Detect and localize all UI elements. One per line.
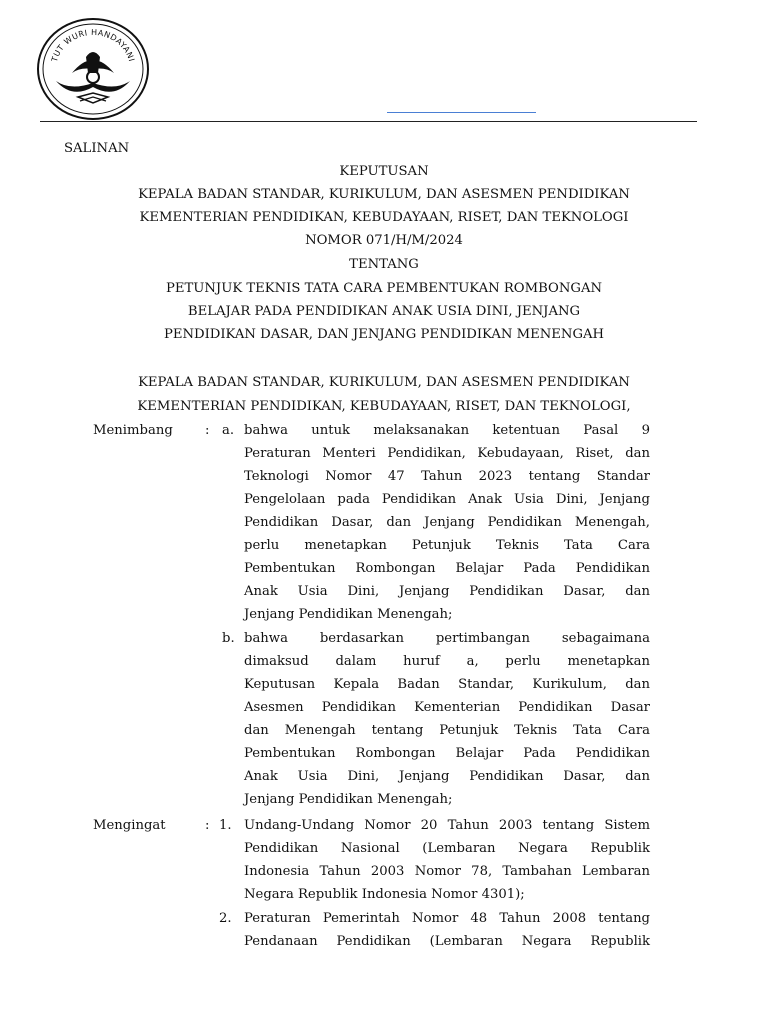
tentang-heading: TENTANG xyxy=(349,257,419,272)
menimbang-a-line-7: Pembentukan Rombongan Belajar Pada Pendidikan xyxy=(244,561,650,576)
menimbang-colon: : xyxy=(205,423,210,438)
menimbang-a-line-6: perlu menetapkan Petunjuk Teknis Tata Cara xyxy=(244,538,650,553)
issuer-line-2: KEMENTERIAN PENDIDIKAN, KEBUDAYAAN, RISET, DAN TEKNOLOGI xyxy=(139,210,629,225)
document-type: KEPUTUSAN xyxy=(339,164,429,179)
menimbang-b-line-3: Keputusan Kepala Badan Standar, Kurikulum, dan xyxy=(244,677,650,692)
menimbang-b-line-2: dimaksud dalam huruf a, perlu menetapkan xyxy=(244,654,650,669)
mengingat-1-line-1: Undang-Undang Nomor 20 Tahun 2003 tentang Sistem xyxy=(244,818,650,833)
mengingat-label: Mengingat xyxy=(93,818,166,833)
mengingat-colon: : xyxy=(205,818,210,833)
menimbang-a-line-5: Pendidikan Dasar, dan Jenjang Pendidikan Menengah, xyxy=(244,515,650,530)
mengingat-1-line-4: Negara Republik Indonesia Nomor 4301); xyxy=(244,887,525,902)
menimbang-a-line-4: Pengelolaan pada Pendidikan Anak Usia Dini, Jenjang xyxy=(244,492,650,507)
mengingat-marker-2: 2. xyxy=(219,911,232,926)
subject-line-2: BELAJAR PADA PENDIDIKAN ANAK USIA DINI, JENJANG xyxy=(187,304,581,319)
issuer-line-1: KEPALA BADAN STANDAR, KURIKULUM, DAN ASESMEN PENDIDIKAN xyxy=(138,187,630,202)
menimbang-marker-a: a. xyxy=(222,423,235,438)
header-link-underline xyxy=(387,112,536,113)
tut-wuri-handayani-logo xyxy=(36,17,150,122)
document-number: NOMOR 071/H/M/2024 xyxy=(305,233,463,248)
menimbang-b-line-7: Anak Usia Dini, Jenjang Pendidikan Dasar, dan xyxy=(244,769,650,784)
mengingat-2-line-2: Pendanaan Pendidikan (Lembaran Negara Republik xyxy=(244,934,650,949)
menimbang-a-line-8: Anak Usia Dini, Jenjang Pendidikan Dasar, dan xyxy=(244,584,650,599)
mengingat-marker-1: 1. xyxy=(219,818,232,833)
menimbang-b-line-8: Jenjang Pendidikan Menengah; xyxy=(244,792,453,807)
copy-label: SALINAN xyxy=(64,141,130,156)
mengingat-2-line-1: Peraturan Pemerintah Nomor 48 Tahun 2008 tentang xyxy=(244,911,650,926)
menimbang-a-line-2: Peraturan Menteri Pendidikan, Kebudayaan, Riset, dan xyxy=(244,446,650,461)
authority-line-1: KEPALA BADAN STANDAR, KURIKULUM, DAN ASESMEN PENDIDIKAN xyxy=(138,375,630,390)
menimbang-a-line-9: Jenjang Pendidikan Menengah; xyxy=(244,607,453,622)
header-rule xyxy=(40,121,697,122)
menimbang-b-line-5: dan Menengah tentang Petunjuk Teknis Tata Cara xyxy=(244,723,650,738)
menimbang-b-line-4: Asesmen Pendidikan Kementerian Pendidikan Dasar xyxy=(244,700,650,715)
mengingat-1-line-2: Pendidikan Nasional (Lembaran Negara Republik xyxy=(244,841,650,856)
menimbang-b-line-1: bahwa berdasarkan pertimbangan sebagaimana xyxy=(244,631,650,646)
menimbang-a-line-1: bahwa untuk melaksanakan ketentuan Pasal 9 xyxy=(244,423,650,438)
menimbang-label: Menimbang xyxy=(93,423,173,438)
emblem-icon xyxy=(36,17,150,122)
menimbang-marker-b: b. xyxy=(222,631,235,646)
menimbang-b-line-6: Pembentukan Rombongan Belajar Pada Pendidikan xyxy=(244,746,650,761)
subject-line-3: PENDIDIKAN DASAR, DAN JENJANG PENDIDIKAN MENENGAH xyxy=(163,327,605,342)
authority-line-2: KEMENTERIAN PENDIDIKAN, KEBUDAYAAN, RISET, DAN TEKNOLOGI, xyxy=(137,399,631,414)
mengingat-1-line-3: Indonesia Tahun 2003 Nomor 78, Tambahan Lembaran xyxy=(244,864,650,879)
menimbang-a-line-3: Teknologi Nomor 47 Tahun 2023 tentang Standar xyxy=(244,469,650,484)
svg-text:TUT WURI HANDAYANI: TUT WURI HANDAYANI xyxy=(49,27,137,63)
subject-line-1: PETUNJUK TEKNIS TATA CARA PEMBENTUKAN ROMBONGAN xyxy=(165,281,603,296)
